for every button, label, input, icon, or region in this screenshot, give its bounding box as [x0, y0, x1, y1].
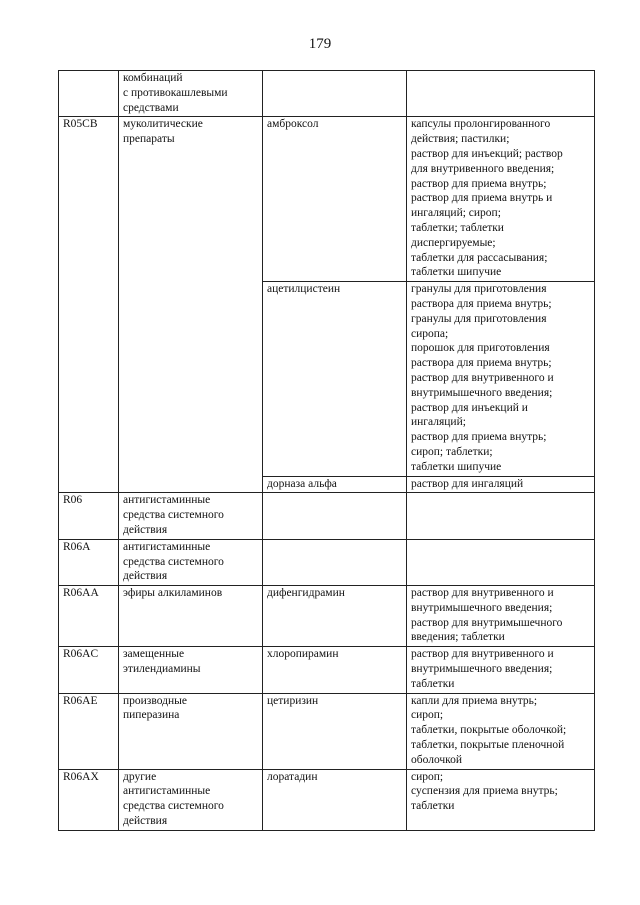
substance-cell: амброксол [263, 117, 407, 282]
substance-cell: дорназа альфа [263, 476, 407, 493]
pharmacological-group-cell: производные пиперазина [119, 693, 263, 769]
substance-cell [263, 493, 407, 539]
atc-code-cell: R06AX [59, 769, 119, 830]
pharmacological-group-cell: комбинаций с противокашлевыми средствами [119, 71, 263, 117]
substance-cell: хлоропирамин [263, 647, 407, 693]
table-row [59, 769, 595, 830]
dosage-form-cell: капсулы пролонгированного действия; пастилки; раствор для инъекций; раствор для внутривенного введения; раствор для приема внутрь; раствор для приема внутрь и ингаляций; сироп; таблетки; таблетки диспергируемые; таблетки для рассасывания; таблетки шипучие [407, 117, 595, 282]
pharmacological-group-cell: замещенные этилендиамины [119, 647, 263, 693]
atc-code-cell: R06A [59, 539, 119, 585]
substance-cell [263, 539, 407, 585]
dosage-form-cell [407, 493, 595, 539]
atc-code-cell: R06AC [59, 647, 119, 693]
dosage-form-cell: капли для приема внутрь; сироп; таблетки, покрытые оболочкой; таблетки, покрытые пленочной оболочкой [407, 693, 595, 769]
table-row [59, 647, 595, 693]
substance-cell: дифенгидрамин [263, 586, 407, 647]
atc-code-cell: R06AA [59, 586, 119, 647]
substance-cell: лоратадин [263, 769, 407, 830]
dosage-form-cell: гранулы для приготовления раствора для приема внутрь; гранулы для приготовления сиропа; порошок для приготовления раствора для приема внутрь; раствор для внутривенного и внутримышечного введения; раствор для инъекций и ингаляций; раствор для приема внутрь; сироп; таблетки; таблетки шипучие [407, 282, 595, 476]
atc-code-cell [59, 71, 119, 117]
pharmacological-group-cell: эфиры алкиламинов [119, 586, 263, 647]
table-row [59, 693, 595, 769]
dosage-form-cell: раствор для ингаляций [407, 476, 595, 493]
dosage-form-cell [407, 71, 595, 117]
table-row [59, 71, 595, 117]
substance-cell: ацетилцистеин [263, 282, 407, 476]
substance-cell [263, 71, 407, 117]
atc-code-cell: R06 [59, 493, 119, 539]
pharmacological-group-cell: другие антигистаминные средства системного действия [119, 769, 263, 830]
medication-table [58, 70, 595, 831]
table-row [59, 493, 595, 539]
pharmacological-group-cell: антигистаминные средства системного действия [119, 493, 263, 539]
table-row [59, 539, 595, 585]
page-number: 179 [308, 36, 332, 52]
substance-cell: цетиризин [263, 693, 407, 769]
pharmacological-group-cell: антигистаминные средства системного действия [119, 539, 263, 585]
table-row [59, 117, 595, 282]
dosage-form-cell: раствор для внутривенного и внутримышечного введения; таблетки [407, 647, 595, 693]
pharmacological-group-cell: муколитические препараты [119, 117, 263, 493]
dosage-form-cell: сироп; суспензия для приема внутрь; таблетки [407, 769, 595, 830]
atc-code-cell: R05CB [59, 117, 119, 493]
table-row [59, 586, 595, 647]
dosage-form-cell [407, 539, 595, 585]
atc-code-cell: R06AE [59, 693, 119, 769]
dosage-form-cell: раствор для внутривенного и внутримышечного введения; раствор для внутримышечного введения; таблетки [407, 586, 595, 647]
